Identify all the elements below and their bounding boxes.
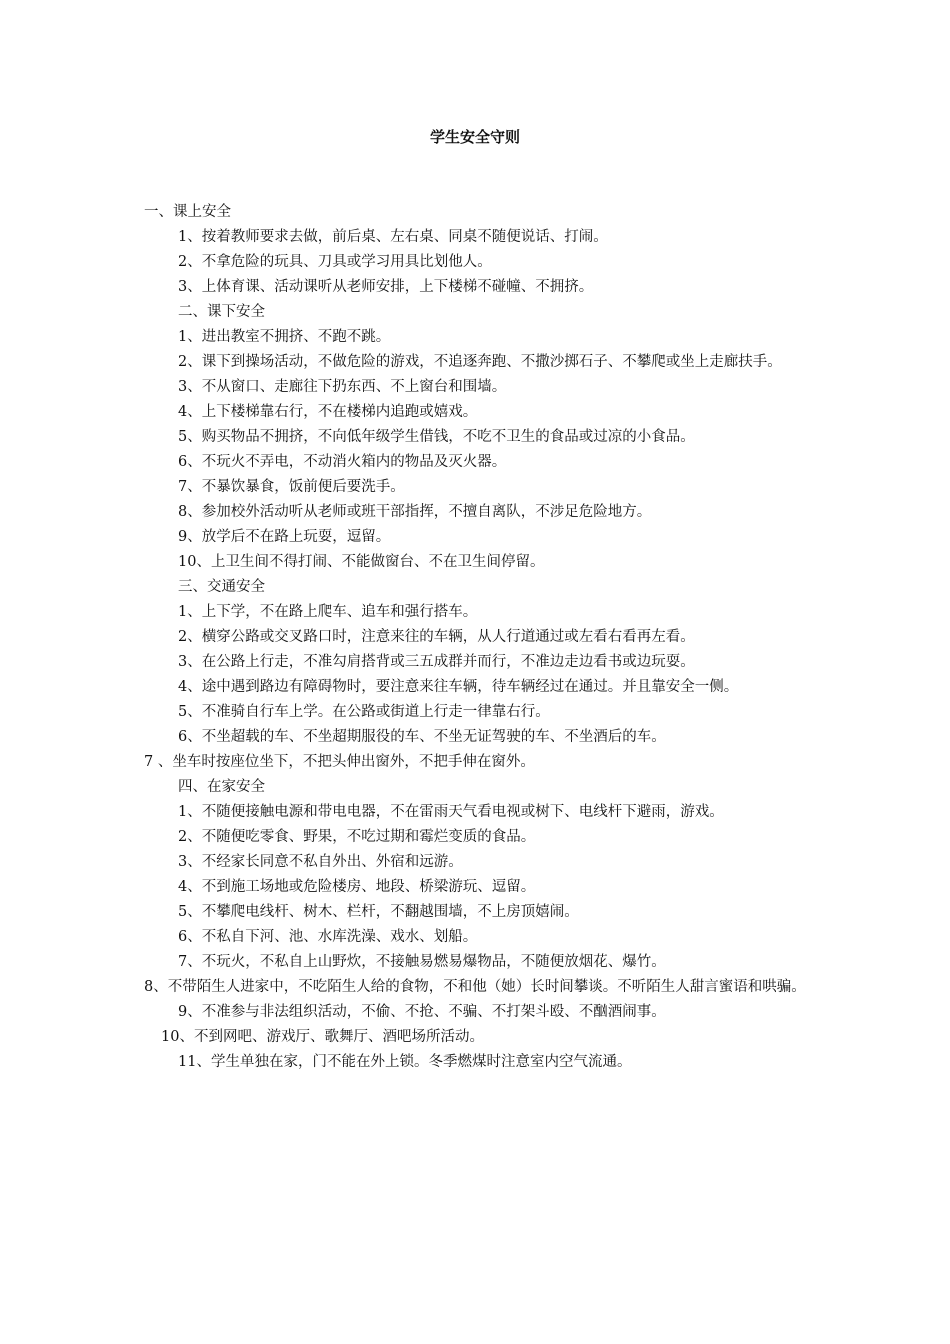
rule-item: 10、上卫生间不得打闹、不能做窗台、不在卫生间停留。 bbox=[178, 554, 545, 570]
document-body bbox=[144, 200, 808, 1075]
rule-item: 4、不到施工场地或危险楼房、地段、桥梁游玩、逗留。 bbox=[178, 879, 536, 895]
rule-item: 9、不准参与非法组织活动，不偷、不抢、不骗、不打架斗殴、不酗酒闹事。 bbox=[178, 1004, 666, 1020]
rule-item: 3、上体育课、活动课听从老师安排，上下楼梯不碰幢、不拥挤。 bbox=[178, 279, 594, 295]
section-heading: 二、课下安全 bbox=[178, 304, 265, 320]
rule-item: 2、课下到操场活动，不做危险的游戏，不追逐奔跑、不撒沙掷石子、不攀爬或坐上走廊扶手。 bbox=[178, 354, 782, 370]
section-heading: 一、课上安全 bbox=[144, 204, 231, 220]
rule-item: 2、横穿公路或交叉路口时，注意来往的车辆，从人行道通过或左看右看再左看。 bbox=[178, 629, 695, 645]
rule-item: 3、不从窗口、走廊往下扔东西、不上窗台和围墙。 bbox=[178, 379, 507, 395]
section-heading: 三、交通安全 bbox=[178, 579, 265, 595]
rule-item: 9、放学后不在路上玩耍，逗留。 bbox=[178, 529, 391, 545]
document-title: 学生安全守则 bbox=[429, 128, 520, 146]
rule-item: 6、不私自下河、池、水库洗澡、戏水、划船。 bbox=[178, 929, 478, 945]
rule-item: 10、不到网吧、游戏厅、歌舞厅、酒吧场所活动。 bbox=[161, 1029, 484, 1045]
rule-item: 4、途中遇到路边有障碍物时，要注意来往车辆，待车辆经过在通过。并且靠安全一侧。 bbox=[178, 679, 739, 695]
rule-item: 1、上下学，不在路上爬车、追车和强行搭车。 bbox=[178, 604, 478, 620]
rule-item: 5、不攀爬电线杆、树木、栏杆，不翻越围墙，不上房顶嬉闹。 bbox=[178, 904, 579, 920]
rule-item: 2、不拿危险的玩具、刀具或学习用具比划他人。 bbox=[178, 254, 492, 270]
rule-item: 6、不玩火不弄电，不动消火箱内的物品及灭火器。 bbox=[178, 454, 507, 470]
rule-item: 11、学生单独在家，门不能在外上锁。冬季燃煤时注意室内空气流通。 bbox=[178, 1054, 632, 1070]
rule-item: 8、参加校外活动听从老师或班干部指挥，不擅自离队，不涉足危险地方。 bbox=[178, 504, 652, 520]
rule-item: 7、不玩火，不私自上山野炊，不接触易燃易爆物品，不随便放烟花、爆竹。 bbox=[178, 954, 666, 970]
rule-item: 2、不随便吃零食、野果，不吃过期和霉烂变质的食品。 bbox=[178, 829, 536, 845]
rule-item: 6、不坐超载的车、不坐超期服役的车、不坐无证驾驶的车、不坐酒后的车。 bbox=[178, 729, 666, 745]
rule-item: 7、不暴饮暴食，饭前便后要洗手。 bbox=[178, 479, 405, 495]
rule-item: 3、在公路上行走，不准勾肩搭背或三五成群并而行，不准边走边看书或边玩耍。 bbox=[178, 654, 695, 670]
rule-item: 3、不经家长同意不私自外出、外宿和远游。 bbox=[178, 854, 463, 870]
rule-item: 8、不带陌生人进家中，不吃陌生人给的食物，不和他（她）长时间攀谈。不听陌生人甜言蜜语和哄骗。 bbox=[144, 979, 806, 995]
rule-item: 1、按着教师要求去做，前后桌、左右桌、同桌不随便说话、打闹。 bbox=[178, 229, 608, 245]
section-heading: 四、在家安全 bbox=[178, 779, 265, 795]
rule-item: 1、不随便接触电源和带电电器，不在雷雨天气看电视或树下、电线杆下避雨，游戏。 bbox=[178, 804, 724, 820]
rule-item: 5、不准骑自行车上学。在公路或街道上行走一律靠右行。 bbox=[178, 704, 550, 720]
rule-item: 7 、坐车时按座位坐下，不把头伸出窗外，不把手伸在窗外。 bbox=[144, 754, 535, 770]
rule-item: 5、购买物品不拥挤，不向低年级学生借钱，不吃不卫生的食品或过凉的小食品。 bbox=[178, 429, 695, 445]
rule-item: 1、进出教室不拥挤、不跑不跳。 bbox=[178, 329, 391, 345]
rule-item: 4、上下楼梯靠右行，不在楼梯内追跑或嬉戏。 bbox=[178, 404, 478, 420]
